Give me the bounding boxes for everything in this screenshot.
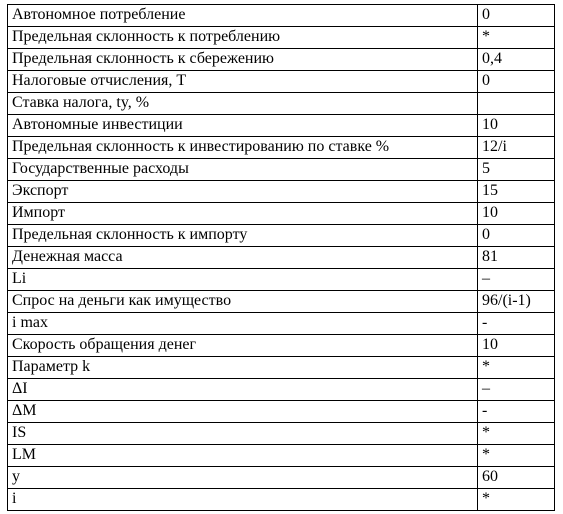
row-value-cell: – [478,379,555,401]
table-row [8,5,555,27]
table-row [8,269,555,291]
table-row [8,181,555,203]
row-label-cell: IS [8,423,478,445]
row-label-cell: Предельная склонность к потреблению [8,27,478,49]
row-value-cell: * [478,357,555,379]
row-value-cell: 12/i [478,137,555,159]
row-label-cell: LM [8,445,478,467]
row-label-cell: Предельная склонность к инвестированию по ставке % [8,137,478,159]
row-label-cell: Автономное потребление [8,5,478,27]
row-value-cell: – [478,269,555,291]
table-row [8,71,555,93]
row-label-cell: Ставка налога, ty, % [8,93,478,115]
row-value-cell: 10 [478,203,555,225]
row-label-cell: Импорт [8,203,478,225]
row-value-cell: 0 [478,5,555,27]
table-row [8,379,555,401]
row-label-cell: ΔM [8,401,478,423]
row-label-cell: Предельная склонность к сбережению [8,49,478,71]
row-label-cell: Предельная склонность к импорту [8,225,478,247]
row-value-cell: * [478,423,555,445]
table-row [8,401,555,423]
row-value-cell: 0 [478,71,555,93]
row-value-cell: 96/(i-1) [478,291,555,313]
table-row [8,467,555,489]
table-row [8,291,555,313]
row-label-cell: Спрос на деньги как имущество [8,291,478,313]
row-value-cell: * [478,445,555,467]
row-value-cell: - [478,401,555,423]
table-row [8,335,555,357]
table-row [8,137,555,159]
row-value-cell: 10 [478,335,555,357]
row-value-cell: * [478,27,555,49]
table-row [8,93,555,115]
row-value-cell: 60 [478,467,555,489]
table-row [8,225,555,247]
row-value-cell: 5 [478,159,555,181]
row-value-cell [478,93,555,115]
table-row [8,445,555,467]
row-value-cell: 0,4 [478,49,555,71]
row-value-cell: 10 [478,115,555,137]
table-row [8,313,555,335]
table-row [8,49,555,71]
row-value-cell: - [478,313,555,335]
row-label-cell: Государственные расходы [8,159,478,181]
table-body [8,5,555,511]
row-value-cell: 81 [478,247,555,269]
row-label-cell: i max [8,313,478,335]
table-row [8,247,555,269]
parameters-table [7,4,555,511]
row-value-cell: 0 [478,225,555,247]
row-label-cell: Денежная масса [8,247,478,269]
table-row [8,489,555,511]
table-row [8,115,555,137]
table-row [8,203,555,225]
row-value-cell: * [478,489,555,511]
row-label-cell: Параметр k [8,357,478,379]
table-row [8,357,555,379]
table-row [8,423,555,445]
table-row [8,159,555,181]
row-label-cell: y [8,467,478,489]
row-label-cell: Автономные инвестиции [8,115,478,137]
table-row [8,27,555,49]
row-label-cell: Li [8,269,478,291]
row-label-cell: Экспорт [8,181,478,203]
row-label-cell: Скорость обращения денег [8,335,478,357]
row-value-cell: 15 [478,181,555,203]
row-label-cell: i [8,489,478,511]
row-label-cell: ΔI [8,379,478,401]
row-label-cell: Налоговые отчисления, Т [8,71,478,93]
